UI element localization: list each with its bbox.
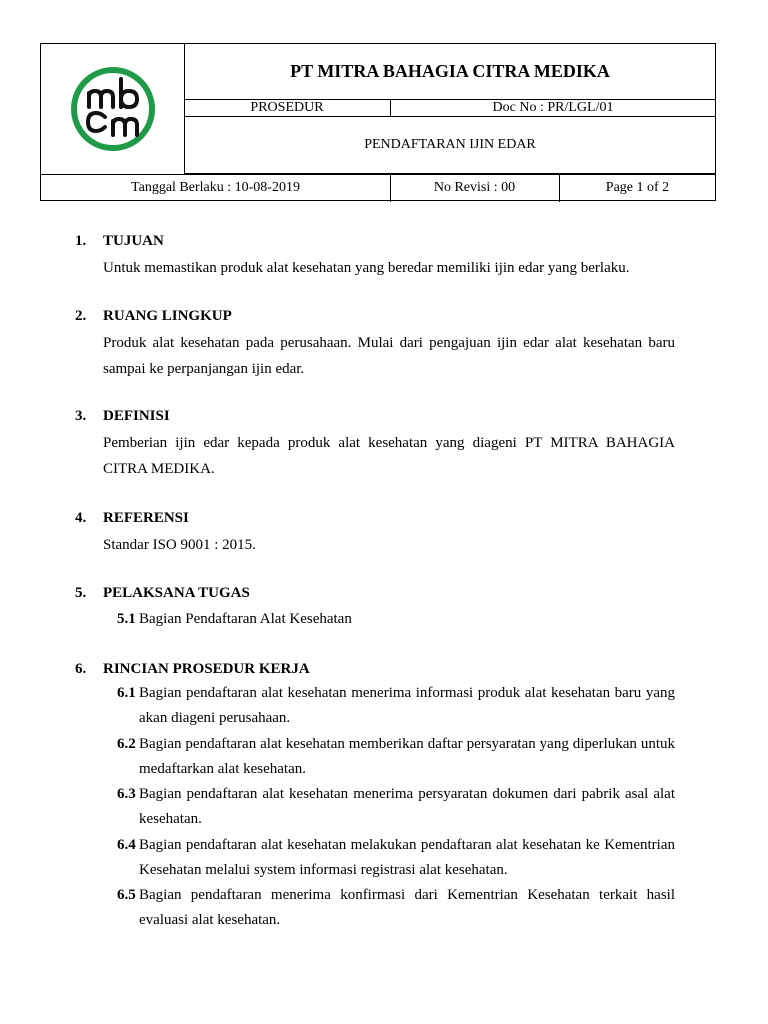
item-text: Bagian Pendaftaran Alat Kesehatan [139, 611, 352, 627]
section-text: Standar ISO 9001 : 2015. [103, 537, 256, 553]
doc-number: Doc No : PR/LGL/01 [492, 100, 614, 115]
section-heading: PELAKSANA TUGAS [103, 585, 250, 601]
list-item [117, 833, 675, 883]
item-number: 6.5 [117, 887, 136, 903]
list-item [117, 782, 675, 832]
section-heading: TUJUAN [103, 233, 164, 249]
section-text: Pemberian ijin edar kepada produk alat kesehatan yang diageni PT MITRA BAHAGIA CITRA MEDIKA. [103, 435, 675, 477]
item-number: 6.4 [117, 837, 136, 853]
section-text: Produk alat kesehatan pada perusahaan. Mulai dari pengajuan ijin edar alat kesehatan baru sampai ke perpanjangan ijin edar. [103, 335, 675, 377]
section-number: 1. [75, 233, 87, 249]
section-heading: REFERENSI [103, 510, 189, 526]
item-text: Bagian pendaftaran alat kesehatan menerima persyaratan dokumen dari pabrik asal alat kesehatan. [139, 786, 675, 827]
list-item [117, 883, 675, 933]
doc-type: PROSEDUR [184, 100, 391, 116]
page-number: Page 1 of 2 [605, 180, 670, 195]
list-item [117, 681, 675, 731]
section-number: 3. [75, 408, 87, 424]
list-item [117, 732, 675, 782]
item-number: 5.1 [117, 611, 136, 627]
item-text: Bagian pendaftaran alat kesehatan melakukan pendaftaran alat kesehatan ke Kementrian Kesehatan melalui system informasi registrasi alat kesehatan. [139, 837, 675, 878]
item-number: 6.1 [117, 685, 136, 701]
item-text: Bagian pendaftaran menerima konfirmasi dari Kementrian Kesehatan terkait hasil evaluasi alat kesehatan. [139, 887, 675, 928]
section-heading: DEFINISI [103, 408, 170, 424]
revision-number: No Revisi : 00 [390, 175, 560, 202]
section-heading: RUANG LINGKUP [103, 308, 232, 324]
doc-info-row [184, 100, 716, 117]
item-number: 6.2 [117, 736, 136, 752]
section-number: 5. [75, 585, 87, 601]
section-number: 2. [75, 308, 87, 324]
item-number: 6.3 [117, 786, 136, 802]
section-text: Untuk memastikan produk alat kesehatan yang beredar memiliki ijin edar yang berlaku. [103, 260, 630, 276]
item-text: Bagian pendaftaran alat kesehatan menerima informasi produk alat kesehatan baru yang akan diageni perusahaan. [139, 685, 675, 726]
section-number: 4. [75, 510, 87, 526]
company-name: PT MITRA BAHAGIA CITRA MEDIKA [184, 44, 716, 100]
list-item [117, 607, 675, 632]
item-text: Bagian pendaftaran alat kesehatan memberikan daftar persyaratan yang diperlukan untuk medaftarkan alat kesehatan. [139, 736, 675, 777]
company-logo [69, 65, 157, 153]
doc-title: PENDAFTARAN IJIN EDAR [184, 117, 716, 174]
doc-meta-row [41, 174, 716, 201]
section-heading: RINCIAN PROSEDUR KERJA [103, 661, 310, 677]
document-header [40, 43, 716, 201]
effective-date: Tanggal Berlaku : 10-08-2019 [41, 175, 391, 202]
logo-cell [41, 44, 185, 174]
section-number: 6. [75, 661, 87, 677]
